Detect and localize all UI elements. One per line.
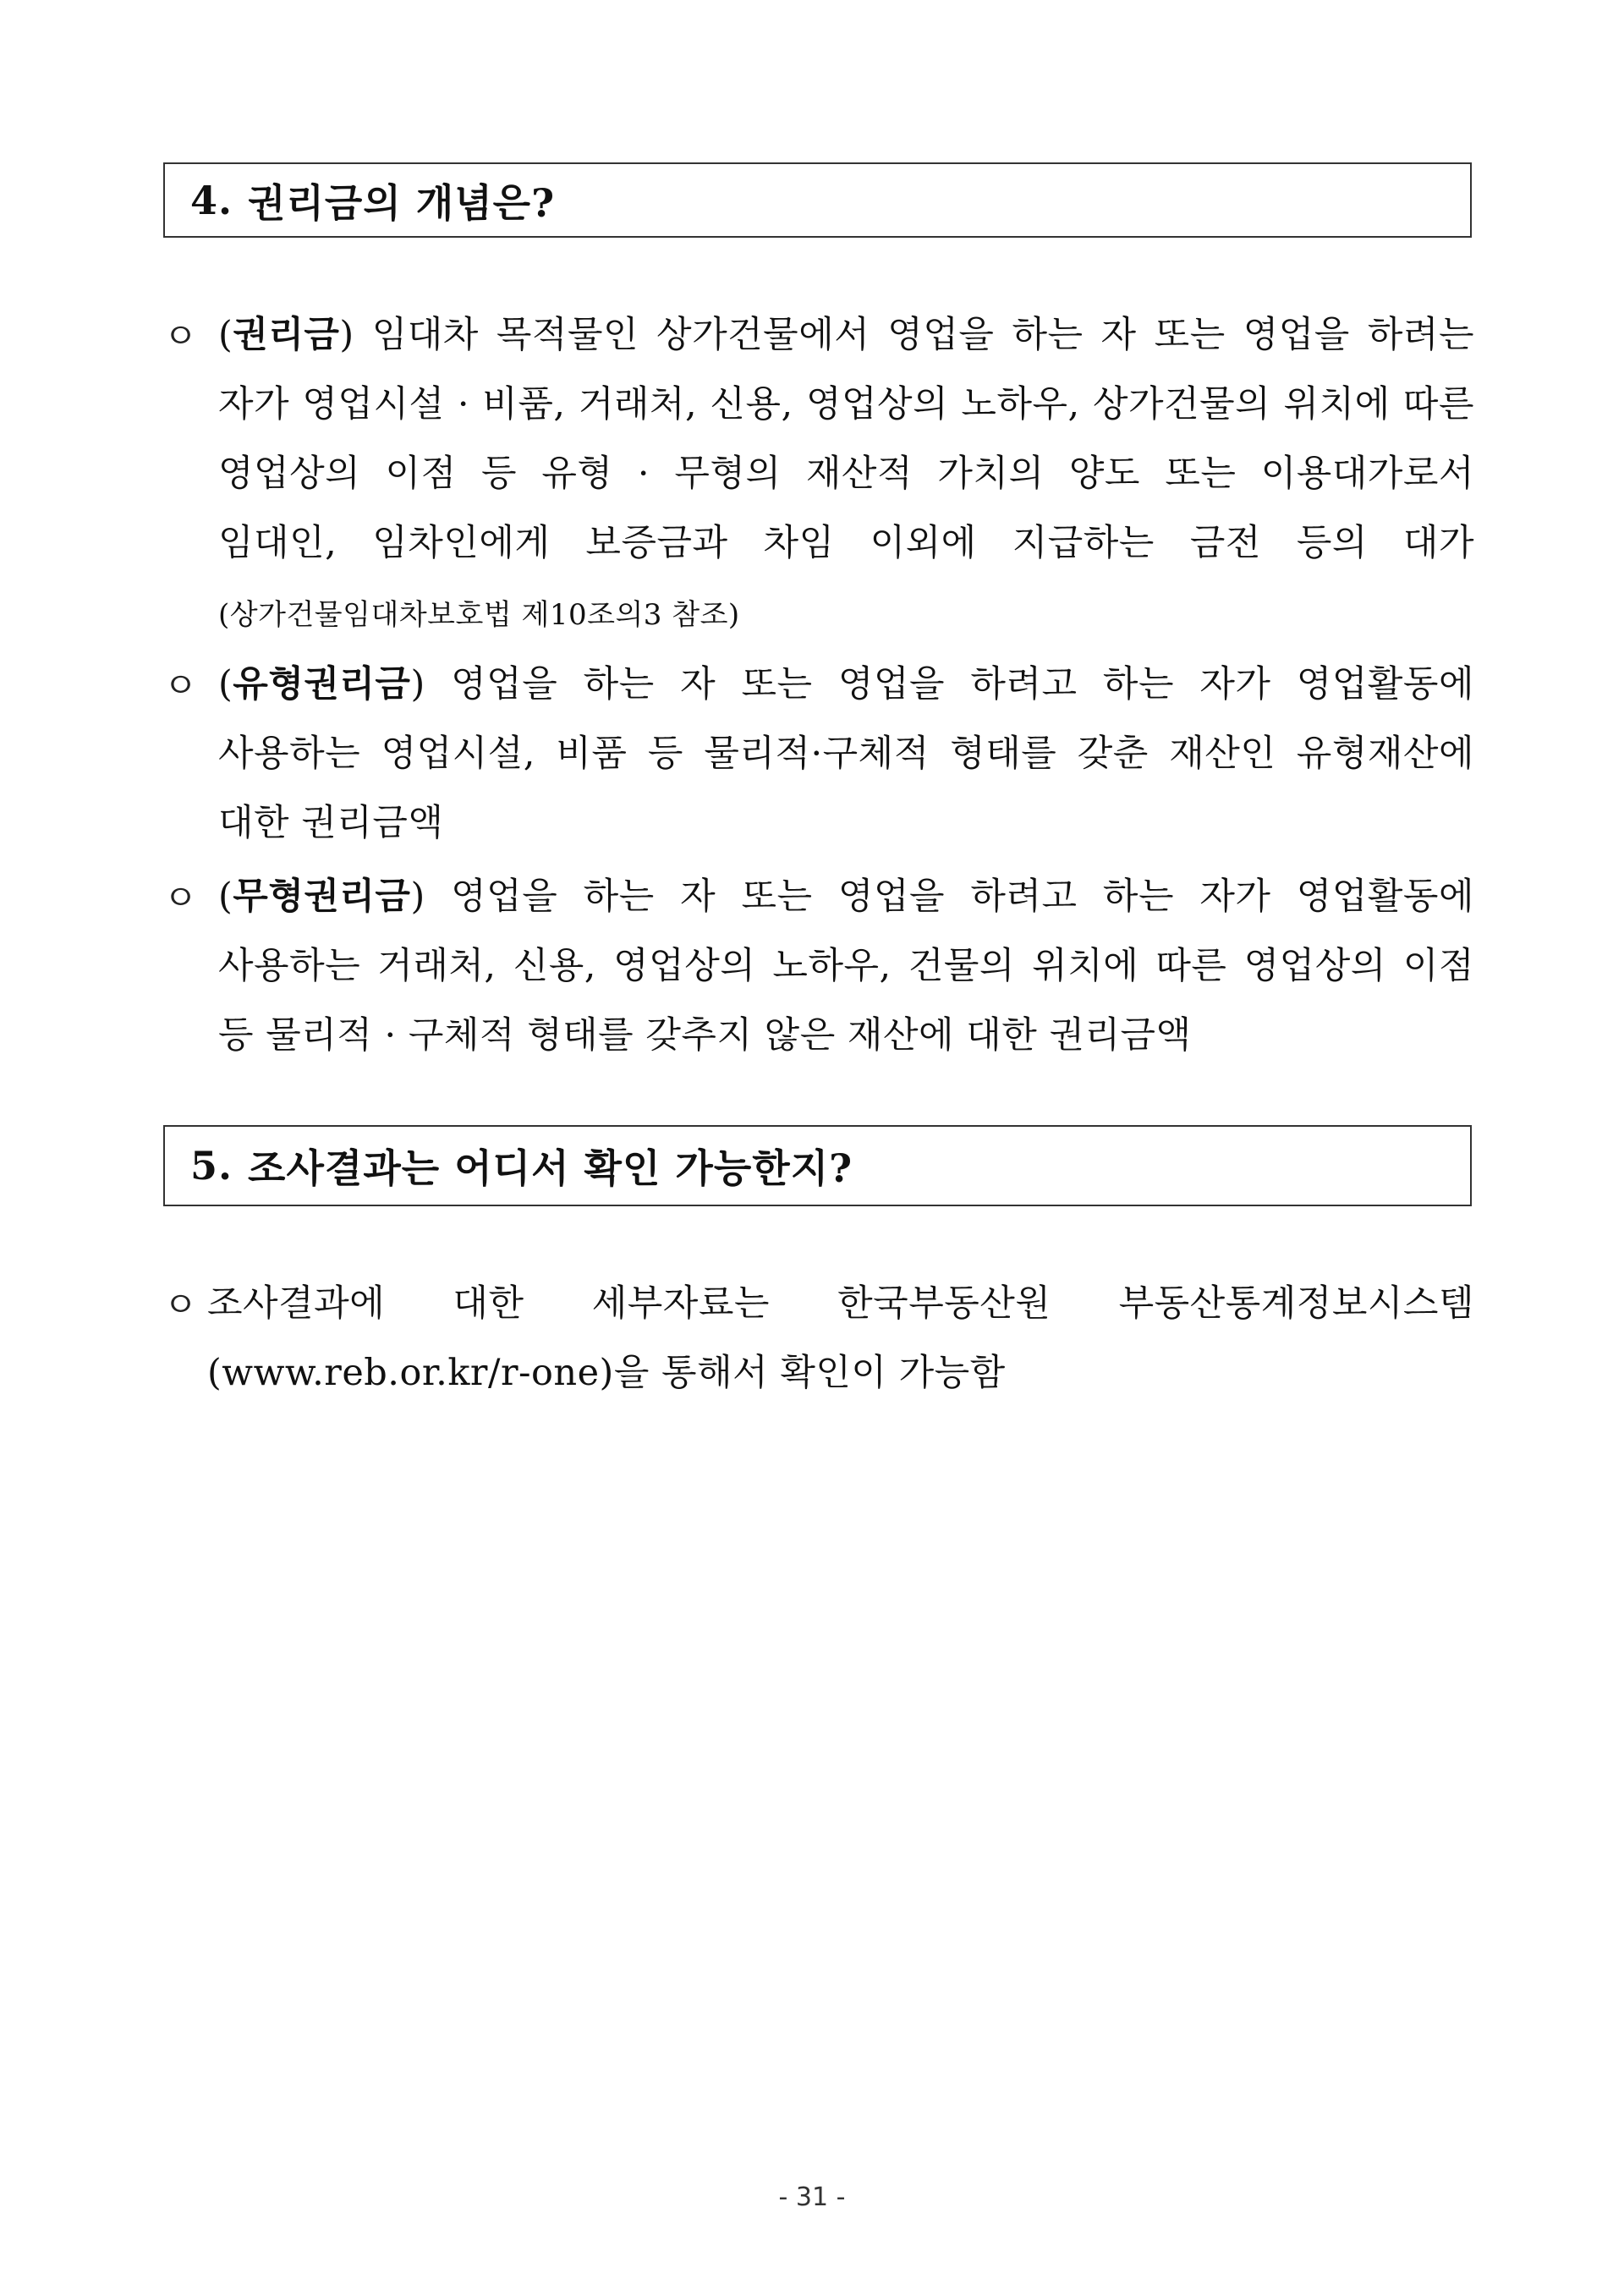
bullet-icon: ㅇ bbox=[163, 1284, 198, 1326]
bullet-icon: ㅇ bbox=[163, 665, 198, 706]
section-5-title: 조사결과는 어디서 확인 가능한지? bbox=[248, 1145, 853, 1191]
section-4-number: 4. bbox=[190, 177, 233, 223]
section-5-heading bbox=[163, 1125, 1472, 1206]
bullet-icon: ㅇ bbox=[163, 877, 198, 919]
definition-text: 영업을 하는 자 또는 영업을 하려고 하는 자가 영업활동에 사용하는 영업시설, 비품 등 물리적·구체적 형태를 갖춘 재산인 유형재산에 대한 권리금액 bbox=[218, 663, 1474, 844]
bullet-icon: ㅇ bbox=[163, 316, 198, 357]
list-item-tangible-premium bbox=[163, 650, 1474, 858]
section-4-title: 권리금의 개념은? bbox=[248, 179, 556, 226]
list-item-text: (무형권리금) 영업을 하는 자 또는 영업을 하려고 하는 자가 영업활동에 사용하는 거래처, 신용, 영업상의 노하우, 건물의 위치에 따른 영업상의 이점 등 물리적 · 구체적 형태를 갖추지 않은 재산에 대한 권리금액 bbox=[218, 876, 1474, 1057]
list-item-intangible-premium bbox=[163, 862, 1474, 1070]
list-item-text: (권리금) 임대차 목적물인 상가건물에서 영업을 하는 자 또는 영업을 하려는 자가 영업시설 · 비품, 거래처, 신용, 영업상의 노하우, 상가건물의 위치에 따른 영업상의 이점 등 유형 · 무형의 재산적 가치의 양도 또는 이용대가로서 임대인, 임차인에게 보증금과 차임 이외에 지급하는 금전 등의 대가(상가건물임대차보호법 제10조의3 참조) bbox=[218, 314, 1474, 632]
section-5-number: 5. bbox=[190, 1143, 233, 1189]
term-label: 무형권리금 bbox=[233, 876, 411, 918]
definition-text: 임대차 목적물인 상가건물에서 영업을 하는 자 또는 영업을 하려는 자가 영업시설 · 비품, 거래처, 신용, 영업상의 노하우, 상가건물의 위치에 따른 영업상의 이점 등 유형 · 무형의 재산적 가치의 양도 또는 이용대가로서 임대인, 임차인에게 보증금과 차임 이외에 지급하는 금전 등의 대가 bbox=[218, 314, 1474, 564]
list-item-survey-results bbox=[163, 1269, 1474, 1408]
list-item-text: 조사결과에 대한 세부자료는 한국부동산원 부동산통계정보시스템 (www.reb.or.kr/r-one)을 통해서 확인이 가능함 bbox=[207, 1282, 1474, 1394]
definition-text: 영업을 하는 자 또는 영업을 하려고 하는 자가 영업활동에 사용하는 거래처, 신용, 영업상의 노하우, 건물의 위치에 따른 영업상의 이점 등 물리적 · 구체적 형태를 갖추지 않은 재산에 대한 권리금액 bbox=[218, 876, 1474, 1057]
page-number: - 31 - bbox=[778, 2182, 846, 2212]
law-reference: (상가건물임대차보호법 제10조의3 참조) bbox=[218, 598, 740, 632]
term-label: 유형권리금 bbox=[233, 663, 411, 706]
list-item-text: (유형권리금) 영업을 하는 자 또는 영업을 하려고 하는 자가 영업활동에 사용하는 영업시설, 비품 등 물리적·구체적 형태를 갖춘 재산인 유형재산에 대한 권리금액 bbox=[218, 663, 1474, 844]
section-4-heading bbox=[163, 162, 1472, 238]
term-label: 권리금 bbox=[233, 314, 340, 356]
list-item-rights-premium bbox=[163, 300, 1474, 650]
